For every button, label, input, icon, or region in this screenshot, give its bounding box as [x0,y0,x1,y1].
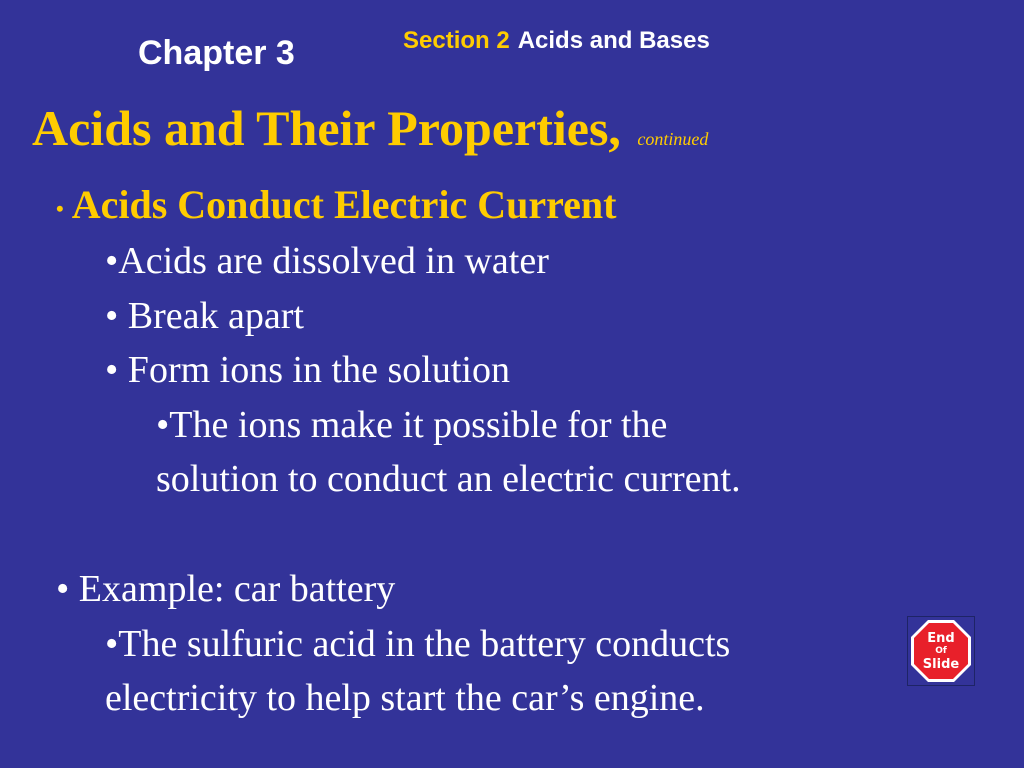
section-name: Acids and Bases [517,27,710,54]
bullet-break-apart: • Break apart [105,295,304,337]
bullet-ions-line2: solution to conduct an electric current. [156,458,741,500]
bullet-form-ions: • Form ions in the solution [105,349,510,391]
section-number: Section 2 [403,27,510,54]
subhead-text: Acids Conduct Electric Current [71,182,617,227]
end-of-slide-line1: End [927,630,955,646]
bullet-example-line2: electricity to help start the car’s engine. [105,677,705,719]
section-heading [403,26,710,56]
end-of-slide-line2: Of [935,645,947,656]
slide-title [32,98,708,169]
bullet-example: • Example: car battery [56,568,396,610]
bullet-icon: • [56,195,64,221]
slide-title-text: Acids and Their Properties, [32,100,621,156]
bullet-dissolved: •Acids are dissolved in water [105,240,549,282]
chapter-label: Chapter 3 [138,34,295,72]
bullet-ions-line1: •The ions make it possible for the [156,404,668,446]
continued-label: continued [637,129,709,149]
bullet-example-line1: •The sulfuric acid in the battery conducts [105,623,731,665]
end-of-slide-button[interactable] [907,616,975,686]
end-of-slide-line3: Slide [922,656,960,672]
stop-sign-icon [908,617,974,685]
subhead-bullet-item [56,180,616,234]
